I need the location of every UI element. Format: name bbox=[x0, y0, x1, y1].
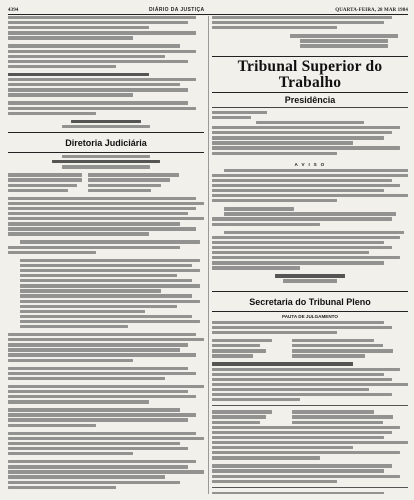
text-line bbox=[8, 26, 149, 29]
right-column bbox=[212, 16, 408, 494]
text-line bbox=[275, 274, 346, 277]
text-line bbox=[212, 388, 369, 391]
text-line bbox=[212, 241, 384, 244]
text-line bbox=[20, 300, 200, 303]
text-line bbox=[212, 199, 337, 202]
text-line bbox=[212, 393, 392, 396]
text-line bbox=[8, 367, 188, 370]
text-line bbox=[8, 78, 196, 81]
text-line bbox=[292, 339, 374, 342]
text-line bbox=[8, 377, 165, 380]
text-line bbox=[20, 274, 177, 277]
publication-title: DIÁRIO DA JUSTIÇA bbox=[149, 7, 205, 13]
text-line bbox=[212, 410, 272, 413]
text-line bbox=[20, 294, 192, 297]
text-line bbox=[224, 212, 396, 215]
text-line bbox=[8, 390, 188, 393]
text-line bbox=[212, 398, 300, 401]
newspaper-page bbox=[8, 6, 408, 494]
text-line bbox=[8, 36, 133, 39]
text-line bbox=[20, 284, 200, 287]
text-line bbox=[8, 83, 180, 86]
section-title-secretaria: Secretaria do Tribunal Pleno bbox=[249, 296, 371, 307]
text-line bbox=[300, 44, 388, 47]
text-line bbox=[20, 269, 200, 272]
text-line bbox=[20, 259, 200, 262]
text-line bbox=[212, 111, 267, 114]
text-line bbox=[212, 131, 392, 134]
aviso-heading: A V I S O bbox=[294, 161, 326, 167]
masthead bbox=[8, 6, 408, 15]
text-line bbox=[8, 395, 196, 398]
text-line bbox=[8, 372, 196, 375]
text-line bbox=[212, 194, 408, 197]
text-line bbox=[283, 279, 338, 282]
text-line bbox=[8, 60, 188, 63]
text-line bbox=[20, 264, 192, 267]
text-line bbox=[71, 120, 142, 123]
text-line bbox=[20, 289, 161, 292]
text-line bbox=[212, 326, 392, 329]
text-line bbox=[8, 408, 180, 411]
text-line bbox=[212, 475, 400, 478]
text-line bbox=[88, 173, 179, 176]
text-line bbox=[212, 321, 384, 324]
text-line bbox=[212, 469, 384, 472]
text-line bbox=[212, 223, 320, 226]
text-line bbox=[212, 261, 384, 264]
pauta-heading: PAUTA DE JULGAMENTO bbox=[282, 313, 338, 319]
text-line bbox=[8, 475, 165, 478]
text-line bbox=[212, 266, 300, 269]
text-line bbox=[8, 101, 188, 104]
text-line bbox=[8, 465, 188, 468]
text-line bbox=[20, 310, 145, 313]
text-line bbox=[212, 152, 337, 155]
text-line bbox=[8, 217, 204, 220]
text-line bbox=[212, 354, 253, 357]
text-line bbox=[212, 189, 384, 192]
text-line bbox=[292, 349, 392, 352]
text-line bbox=[212, 441, 408, 444]
text-line bbox=[8, 442, 180, 445]
text-line bbox=[212, 378, 392, 381]
text-line bbox=[212, 141, 353, 144]
text-line bbox=[8, 107, 196, 110]
text-line bbox=[8, 88, 188, 91]
text-line bbox=[300, 39, 388, 42]
text-line bbox=[212, 436, 384, 439]
text-line bbox=[212, 174, 408, 177]
text-line bbox=[8, 400, 149, 403]
text-line bbox=[8, 44, 180, 47]
text-line bbox=[8, 333, 196, 336]
text-line bbox=[8, 424, 96, 427]
text-line bbox=[212, 246, 392, 249]
text-line bbox=[8, 31, 196, 34]
text-line bbox=[212, 492, 384, 494]
secretariat-header-box bbox=[212, 291, 408, 312]
text-line bbox=[8, 232, 149, 235]
section-title-presidencia: Presidência bbox=[212, 95, 408, 108]
text-line bbox=[212, 331, 337, 334]
section-title-diretoria: Diretoria Judiciária bbox=[65, 138, 147, 149]
text-line bbox=[292, 344, 383, 347]
text-line bbox=[212, 426, 400, 429]
text-line bbox=[8, 65, 116, 68]
text-line bbox=[8, 338, 204, 341]
text-line bbox=[212, 421, 260, 424]
text-line bbox=[62, 155, 150, 158]
text-line bbox=[212, 236, 400, 239]
text-line bbox=[8, 246, 180, 249]
text-line bbox=[224, 231, 404, 234]
page-number: 4394 bbox=[8, 8, 19, 13]
text-line bbox=[8, 189, 68, 192]
text-line bbox=[8, 452, 133, 455]
text-line bbox=[212, 446, 353, 449]
text-line bbox=[212, 339, 272, 342]
text-line bbox=[212, 464, 392, 467]
text-line bbox=[212, 146, 400, 149]
text-line bbox=[8, 470, 204, 473]
text-line bbox=[8, 359, 133, 362]
text-line bbox=[212, 362, 353, 365]
text-line bbox=[8, 73, 149, 76]
text-line bbox=[20, 315, 192, 318]
text-line bbox=[212, 256, 400, 259]
text-line bbox=[52, 160, 160, 163]
text-line bbox=[8, 178, 82, 181]
text-line bbox=[20, 325, 128, 328]
text-line bbox=[62, 125, 150, 128]
issue-date: QUARTA-FEIRA, 28 MAR 1984 bbox=[335, 8, 408, 13]
text-line bbox=[212, 431, 392, 434]
text-line bbox=[212, 368, 400, 371]
court-title: Tribunal Superior do Trabalho bbox=[237, 57, 383, 91]
section-header-box bbox=[8, 132, 204, 153]
text-line bbox=[212, 21, 384, 24]
text-line bbox=[8, 432, 196, 435]
text-line bbox=[212, 383, 408, 386]
text-line bbox=[212, 373, 384, 376]
text-line bbox=[212, 136, 384, 139]
text-line bbox=[20, 240, 200, 243]
text-line bbox=[8, 173, 82, 176]
text-line bbox=[8, 385, 204, 388]
text-line bbox=[212, 415, 266, 418]
text-line bbox=[20, 279, 192, 282]
text-line bbox=[20, 305, 177, 308]
text-line bbox=[8, 212, 188, 215]
text-line bbox=[8, 112, 96, 115]
text-line bbox=[20, 320, 200, 323]
text-line bbox=[8, 447, 188, 450]
text-line bbox=[8, 460, 196, 463]
text-line bbox=[8, 227, 196, 230]
text-line bbox=[8, 222, 180, 225]
text-line bbox=[212, 349, 266, 352]
text-line bbox=[8, 16, 196, 19]
text-line bbox=[212, 451, 400, 454]
left-column bbox=[8, 16, 204, 494]
text-line bbox=[8, 343, 188, 346]
text-line bbox=[8, 55, 165, 58]
court-header-box bbox=[212, 56, 408, 93]
text-line bbox=[8, 197, 196, 200]
text-line bbox=[212, 480, 337, 483]
text-line bbox=[212, 179, 392, 182]
text-line bbox=[8, 418, 188, 421]
text-line bbox=[256, 121, 364, 124]
text-line bbox=[88, 189, 151, 192]
text-line bbox=[8, 93, 133, 96]
text-line bbox=[8, 184, 77, 187]
text-line bbox=[8, 50, 196, 53]
text-line bbox=[212, 16, 392, 19]
text-line bbox=[292, 410, 374, 413]
text-line bbox=[62, 165, 150, 168]
text-line bbox=[212, 26, 337, 29]
text-line bbox=[212, 251, 369, 254]
text-line bbox=[212, 116, 251, 119]
text-line bbox=[212, 456, 320, 459]
text-line bbox=[212, 184, 400, 187]
text-line bbox=[8, 207, 196, 210]
text-line bbox=[8, 481, 180, 484]
text-line bbox=[8, 251, 96, 254]
text-line bbox=[212, 217, 392, 220]
text-line bbox=[8, 202, 204, 205]
text-line bbox=[292, 354, 365, 357]
text-line bbox=[8, 21, 188, 24]
text-line bbox=[290, 34, 398, 37]
text-line bbox=[8, 413, 196, 416]
text-line bbox=[8, 486, 116, 489]
text-line bbox=[88, 178, 170, 181]
text-line bbox=[8, 348, 180, 351]
text-line bbox=[212, 344, 260, 347]
text-line bbox=[224, 169, 408, 172]
text-line bbox=[88, 184, 161, 187]
text-line bbox=[212, 126, 400, 129]
text-line bbox=[8, 353, 196, 356]
text-line bbox=[292, 415, 392, 418]
text-line bbox=[292, 421, 383, 424]
text-line bbox=[8, 437, 204, 440]
text-line bbox=[224, 207, 295, 210]
